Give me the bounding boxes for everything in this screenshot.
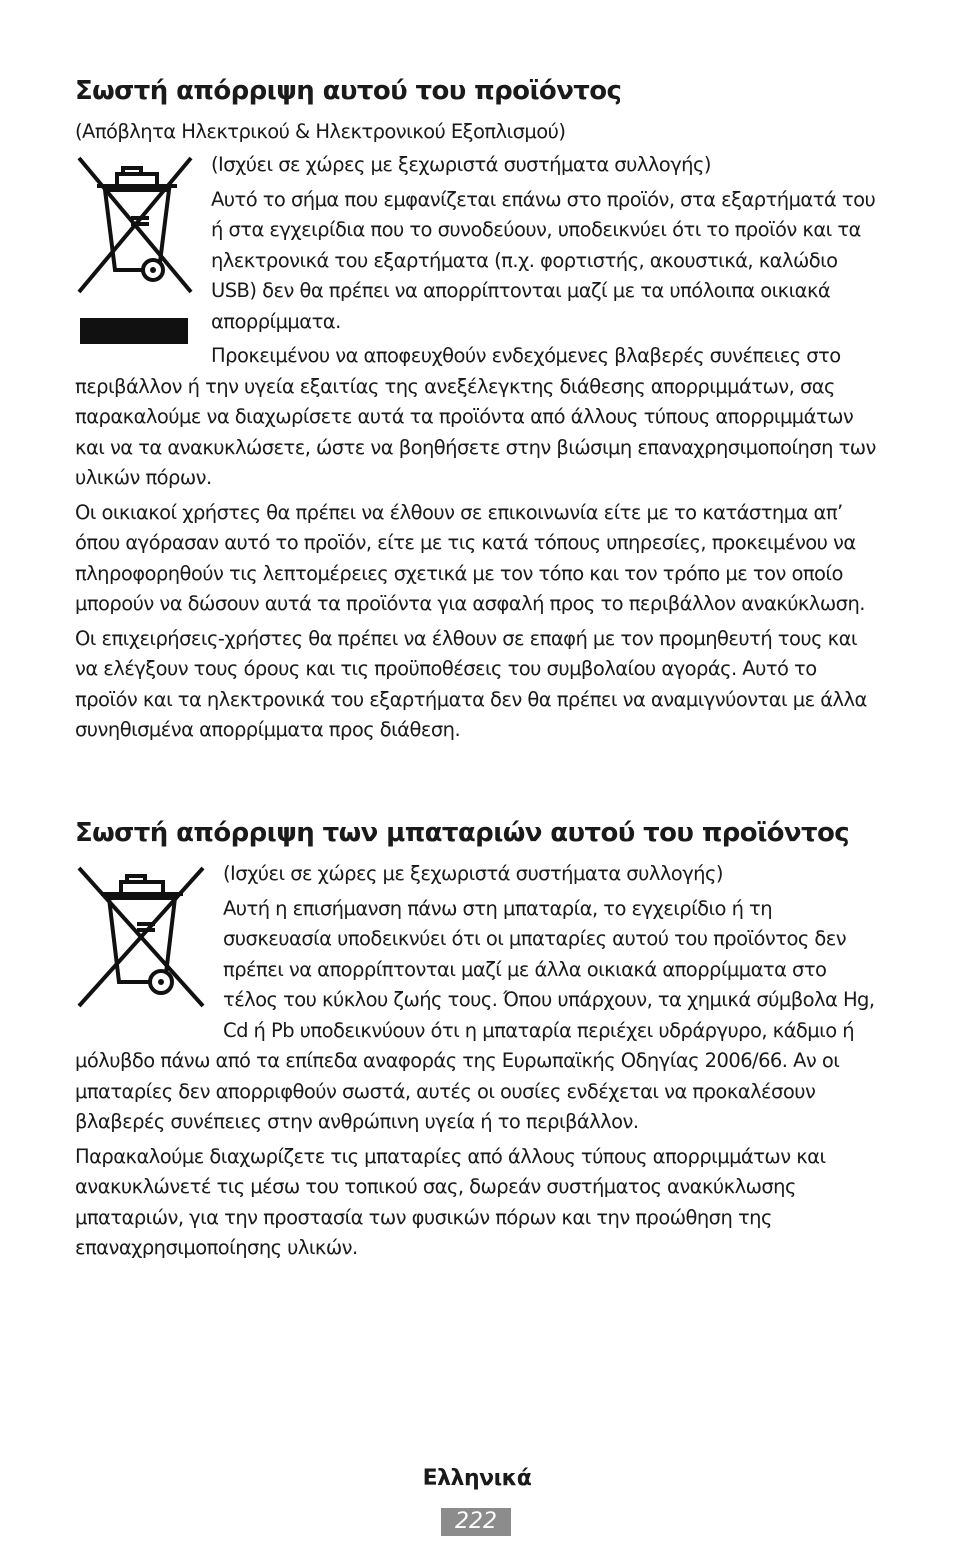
section1-paragraph: Οι επιχειρήσεις-χρήστες θα πρέπει να έλθουν σε επαφή με τον προμηθευτή τους και να ελέγξουν τους όρους και τις προϋποθέσεις του συμβολαίου αγοράς. Αυτό το προϊόν και τα ηλεκτρονικά του εξαρτήματα δεν θα πρέπει να αναμιγνύονται με άλλα συνηθισμένα απορρίμματα προς διάθεση.: [75, 626, 867, 741]
page-number: 222: [441, 1508, 511, 1536]
section2-paragraph: Αυτή η επισήμανση πάνω στη μπαταρία, το εγχειρίδιο ή τη συσκευασία υποδεικνύει ότι οι μπαταρίες αυτού του προϊόντος δεν πρέπει να απορρίπτονται μαζί με άλλα οικιακά απορρίμματα στο τέλος του κύκλου ζωής τους. Όπου υπάρχουν, τα χημικά σύμβολα Hg, Cd ή Pb υποδεικνύουν ότι η μπαταρία περιέχει υδράργυρο, κάδμιο ή μόλυβδο πάνω από τα επίπεδα αναφοράς της Ευρωπαϊκής Οδηγίας 2006/66. Αν οι μπαταρίες δεν απορριφθούν σωστά, αυτές οι ουσίες ενδέχεται να προκαλέσουν βλαβερές συνέπειες στην ανθρώπινη υγεία ή το περιβάλλον.: [75, 896, 875, 1133]
section1-paragraph: Προκειμένου να αποφευχθούν ενδεχόμενες βλαβερές συνέπειες στο περιβάλλον ή την υγεία εξαιτίας της ανεξέλεγκτης διάθεσης απορριμμάτων, σας παρακαλούμε να διαχωρίσετε αυτά τα προϊόντα από άλλους τύπους απορριμμάτων και να τα ανακυκλώσετε, ώστε να βοηθήσετε στην βιώσιμη επαναχρησιμοποίηση των υλικών πόρων.: [75, 344, 876, 489]
section1-body: [75, 150, 881, 746]
section2-paragraph: Παρακαλούμε διαχωρίζετε τις μπαταρίες από άλλους τύπους απορριμμάτων και ανακυκλώνετέ τις μέσω του τοπικού σας, δωρεάν συστήματος ανακύκλωσης μπαταριών, για την προστασία των φυσικών πόρων και την προώθηση της επαναχρησιμοποίησης υλικών.: [75, 1144, 826, 1259]
section2-body: [75, 859, 881, 1264]
footer-language: Ελληνικά: [422, 1466, 532, 1491]
section1-subtitle: (Απόβλητα Ηλεκτρικού & Ηλεκτρονικού Εξοπλισμού): [75, 120, 566, 143]
section1-paragraph: Οι οικιακοί χρήστες θα πρέπει να έλθουν σε επικοινωνία είτε με το κατάστημα απ’ όπου αγόρασαν αυτό το προϊόν, είτε με τις κατά τόπους υπηρεσίες, προκειμένου να πληροφορηθούν τις λεπτομέρειες σχετικά με τον τόπο και τον τρόπο με τον οποίο μπορούν να δώσουν αυτά τα προϊόντα για ασφαλή προς το περιβάλλον ανακύκλωση.: [75, 500, 865, 615]
section1-paragraph: Αυτό το σήμα που εμφανίζεται επάνω στο προϊόν, στα εξαρτήματά του ή στα εγχειρίδια που το συνοδεύουν, υποδεικνύει ότι το προϊόν και τα ηλεκτρονικά του εξαρτήματα (π.χ. φορτιστής, ακουστικά, καλώδιο USB) δεν θα πρέπει να απορρίπτονται μαζί με τα υπόλοιπα οικιακά απορρίμματα.: [211, 187, 876, 333]
section1-title: Σωστή απόρριψη αυτού του προϊόντος: [75, 76, 622, 106]
section1-paragraph: (Ισχύει σε χώρες με ξεχωριστά συστήματα συλλογής): [211, 153, 711, 176]
section2-paragraph: (Ισχύει σε χώρες με ξεχωριστά συστήματα συλλογής): [223, 862, 723, 885]
section2-title: Σωστή απόρριψη των μπαταριών αυτού του προϊόντος: [75, 818, 850, 848]
